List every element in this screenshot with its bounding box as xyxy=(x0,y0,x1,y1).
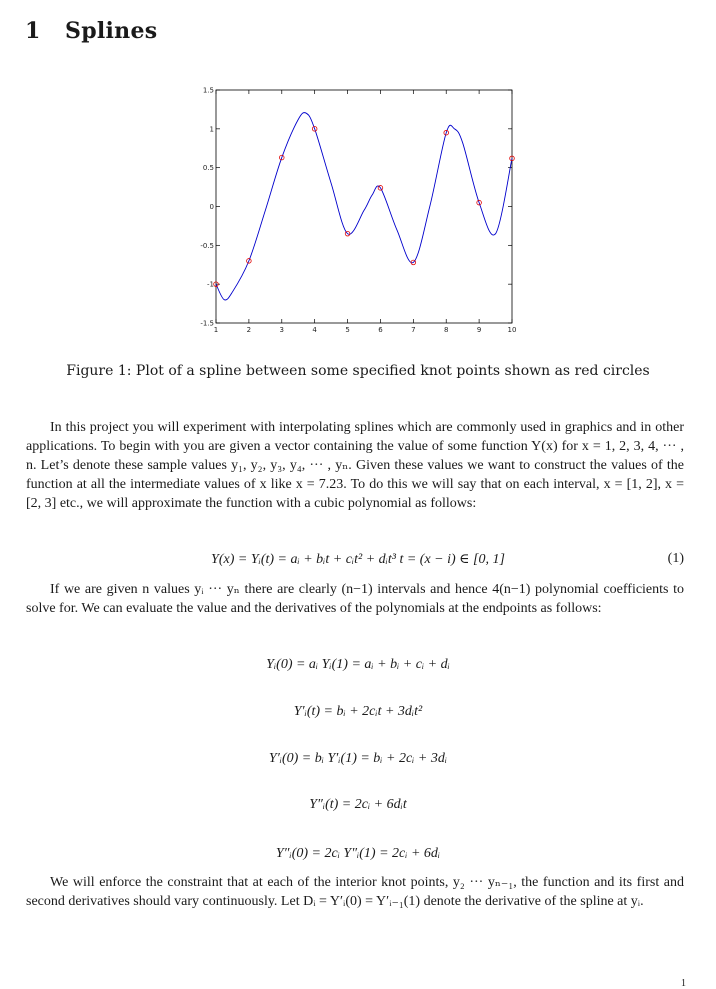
page-number: 1 xyxy=(681,978,686,989)
spline-chart xyxy=(190,82,530,342)
equation-4: Y′ᵢ(0) = bᵢ Y′ᵢ(1) = bᵢ + 2cᵢ + 3dᵢ xyxy=(268,751,448,766)
section-heading xyxy=(25,18,157,44)
y-tick-label: 1 xyxy=(209,125,214,134)
x-tick-label: 9 xyxy=(476,326,482,334)
y-tick-label: -1 xyxy=(207,280,214,289)
plot-frame xyxy=(216,90,512,323)
equation-5: Y″ᵢ(t) = 2cᵢ + 6dᵢt xyxy=(309,797,407,812)
y-tick-label: -1.5 xyxy=(200,319,214,328)
section-number: 1 xyxy=(25,18,41,44)
paragraph-intro: In this project you will experiment with interpolating splines which are commonly used in graphics and in other applications. To begin with you are given a vector containing the value of some function Y(x) for x = 1, 2, 3, 4, ··· , n. Let’s denote these sample values y₁, y₂, y₃, y₄, ··· , yₙ. Given these values we want to construct the values of the function at all the intermediate values of x like x = 7.23. To do this we will say that on each interval, x = [1, 2], x = [2, 3] etc., we will approximate the function with a cubic polynomial as follows: xyxy=(26,420,684,511)
equation-1-number: (1) xyxy=(667,551,684,566)
x-tick-label: 8 xyxy=(443,326,449,334)
x-tick-label: 7 xyxy=(411,326,416,334)
figure-caption: Figure 1: Plot of a spline between some specified knot points shown as red circles xyxy=(66,363,650,379)
paragraph-coefficients: If we are given n values yᵢ ··· yₙ there are clearly (n−1) intervals and hence 4(n−1) polynomial coefficients to solve for. We can evaluate the value and the derivatives of the polynomials at the endpoints as follows: xyxy=(26,582,684,616)
equation-6: Y″ᵢ(0) = 2cᵢ Y″ᵢ(1) = 2cᵢ + 6dᵢ xyxy=(275,846,441,861)
x-tick-label: 4 xyxy=(312,326,317,334)
equation-3: Y′ᵢ(t) = bᵢ + 2cᵢt + 3dᵢt² xyxy=(293,704,423,719)
x-tick-label: 10 xyxy=(507,326,517,334)
section-title: Splines xyxy=(65,18,158,44)
y-tick-label: -0.5 xyxy=(200,241,214,250)
x-tick-label: 2 xyxy=(246,326,252,334)
x-tick-label: 3 xyxy=(279,326,285,334)
equation-2: Yᵢ(0) = aᵢ Yᵢ(1) = aᵢ + bᵢ + cᵢ + dᵢ xyxy=(266,657,450,672)
y-tick-label: 1.5 xyxy=(202,86,214,95)
paragraph-constraints: We will enforce the constraint that at each of the interior knot points, y₂ ··· yₙ₋₁, the function and its first and second derivatives should vary continuously. Let Dᵢ = Y′ᵢ(0) = Y′ᵢ₋₁(1) denote the derivative of the spline at yᵢ. xyxy=(26,875,684,909)
y-tick-label: 0.5 xyxy=(202,164,214,173)
x-tick-label: 1 xyxy=(213,326,219,334)
equation-1: Y(x) = Yᵢ(t) = aᵢ + bᵢt + cᵢt² + dᵢt³ t = (x − i) ∈ [0, 1] xyxy=(211,552,505,567)
x-tick-label: 6 xyxy=(378,326,383,334)
y-tick-label: 0 xyxy=(209,203,214,211)
x-tick-label: 5 xyxy=(345,326,350,334)
